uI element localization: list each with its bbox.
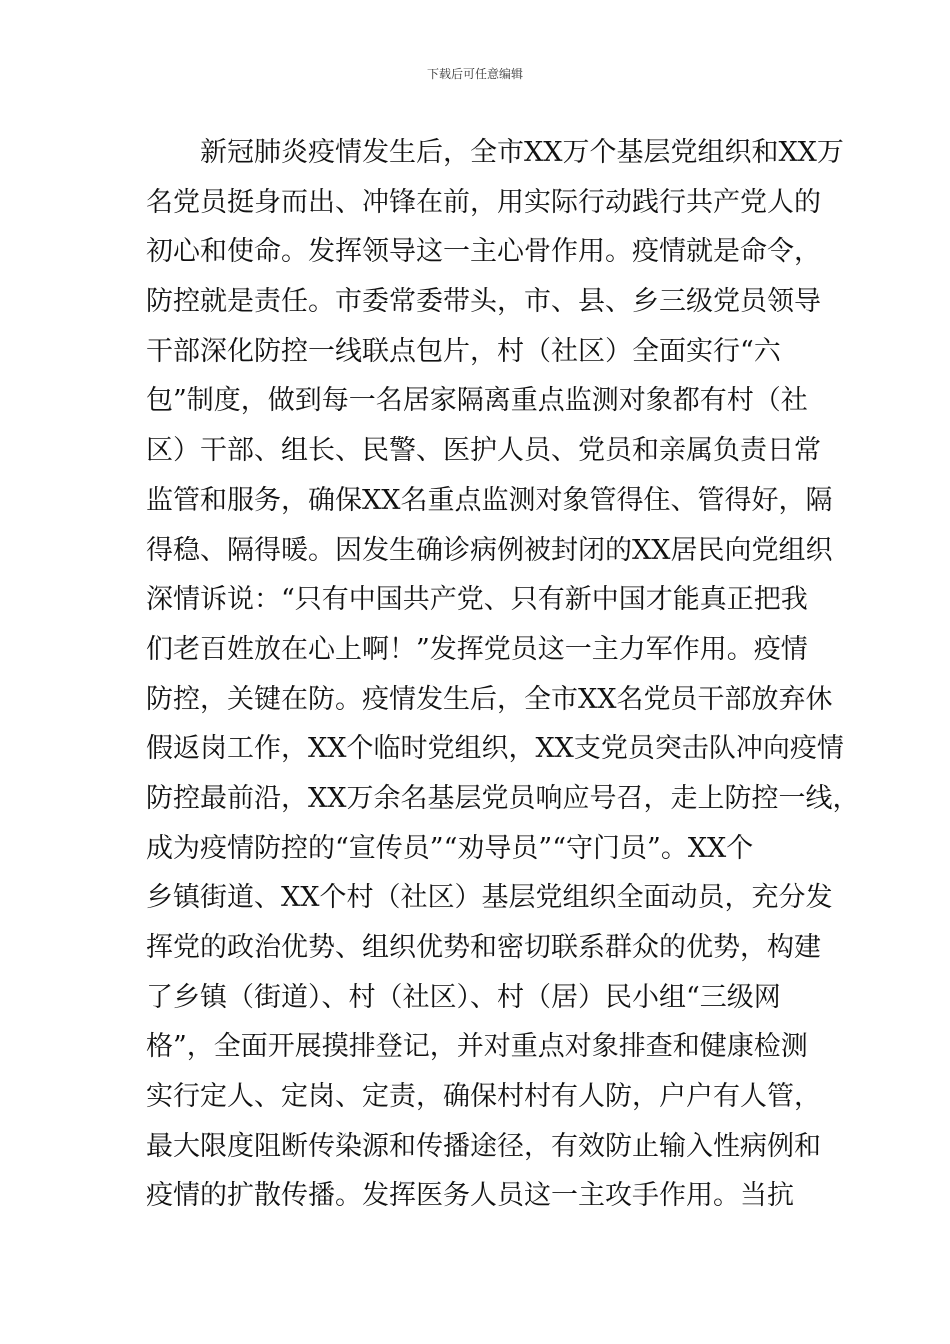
page-header: 下载后可任意编辑 xyxy=(426,67,523,81)
text-line: 防控最前沿，XX万余名基层党员响应号召，走上防控一线， xyxy=(146,782,860,814)
text-line: 新冠肺炎疫情发生后，全市XX万个基层党组织和XX万 xyxy=(200,137,844,168)
text-line: 们老百姓放在心上啊！”发挥党员这一主力军作用。疫情 xyxy=(146,633,808,665)
text-line: 最大限度阻断传染源和传播途径，有效防止输入性病例和 xyxy=(146,1130,821,1162)
text-line: 乡镇街道、XX个村（社区）基层党组织全面动员，充分发 xyxy=(146,882,833,914)
text-line: 监管和服务，确保XX名重点监测对象管得住、管得好，隔 xyxy=(146,484,833,516)
text-line: 格”，全面开展摸排登记，并对重点对象排查和健康检测 xyxy=(146,1031,808,1063)
text-line: 初心和使命。发挥领导这一主心骨作用。疫情就是命令， xyxy=(146,236,821,268)
text-line: 得稳、隔得暖。因发生确诊病例被封闭的XX居民向党组织 xyxy=(146,534,833,566)
text-line: 挥党的政治优势、组织优势和密切联系群众的优势，构建 xyxy=(146,932,821,963)
text-line: 了乡镇（街道）、村（社区）、村（居）民小组“三级网 xyxy=(146,981,781,1013)
text-line: 疫情的扩散传播。发挥医务人员这一主攻手作用。当抗 xyxy=(146,1180,794,1212)
text-line: 实行定人、定岗、定责，确保村村有人防，户户有人管， xyxy=(146,1081,821,1113)
text-line: 区）干部、组长、民警、医护人员、党员和亲属负责日常 xyxy=(146,435,821,467)
text-line: 成为疫情防控的“宣传员”“劝导员”“守门员”。XX个 xyxy=(146,832,754,864)
body-text xyxy=(146,128,860,1221)
text-line: 干部深化防控一线联点包片，村（社区）全面实行“六 xyxy=(146,335,781,367)
text-line: 包”制度，做到每一名居家隔离重点监测对象都有村（社 xyxy=(146,385,808,417)
text-line: 名党员挺身而出、冲锋在前，用实际行动践行共产党人的 xyxy=(146,186,821,218)
text-line: 防控，关键在防。疫情发生后，全市XX名党员干部放弃休 xyxy=(146,683,833,715)
text-line: 深情诉说：“只有中国共产党、只有新中国才能真正把我 xyxy=(146,584,808,616)
text-line: 假返岗工作，XX个临时党组织，XX支党员突击队冲向疫情 xyxy=(146,733,844,765)
text-line: 防控就是责任。市委常委带头，市、县、乡三级党员领导 xyxy=(146,286,821,318)
